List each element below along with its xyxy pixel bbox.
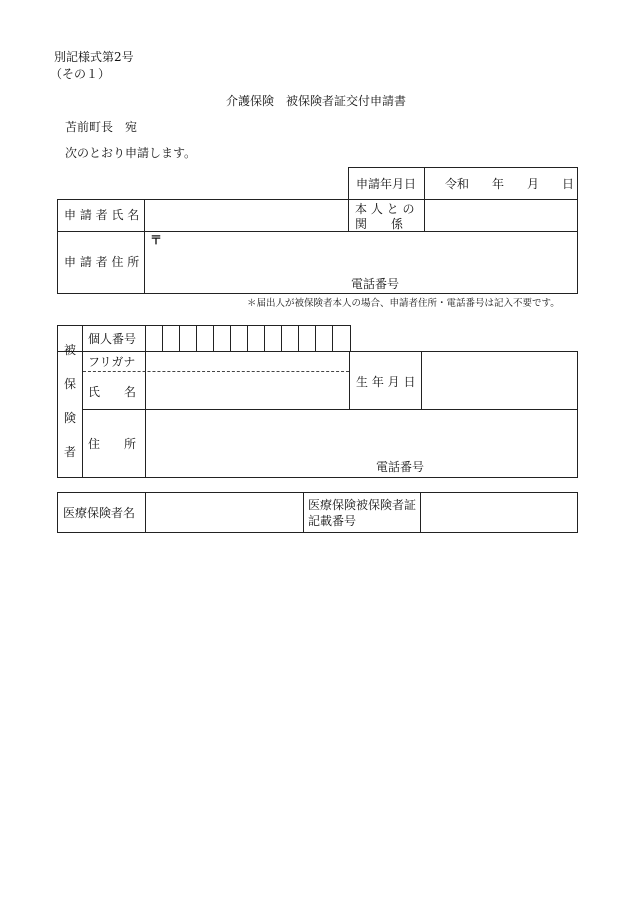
- document-title: 介護保険 被保険者証交付申請書: [226, 94, 407, 108]
- applicant-address-label: 申 請 者 住 所: [64, 255, 140, 269]
- insured-phone-label: 電話番号: [376, 460, 425, 474]
- relation-field[interactable]: [425, 200, 577, 231]
- cert-number-label-line2: 記載番号: [308, 514, 357, 528]
- relation-label-line2: 関 係: [355, 217, 404, 231]
- application-date-field[interactable]: [425, 168, 577, 199]
- insurer-name-field[interactable]: [146, 493, 303, 532]
- individual-number-label: 個人番号: [88, 332, 137, 346]
- intro-text: 次のとおり申請します。: [65, 146, 197, 160]
- birthdate-field[interactable]: [422, 352, 577, 409]
- insurer-name-label: 医療保険者名: [63, 506, 136, 520]
- insured-name-label: 氏 名: [88, 385, 137, 399]
- form-sub-number: （その１）: [50, 67, 111, 81]
- insured-vertical-char-4: 者: [64, 445, 77, 459]
- form-number: 別記様式第2号: [54, 50, 134, 64]
- insured-vertical-char-3: 険: [64, 411, 77, 425]
- furigana-field[interactable]: [146, 352, 349, 371]
- date-year: 年: [492, 177, 505, 191]
- cert-number-field[interactable]: [421, 493, 577, 532]
- birthdate-label: 生 年 月 日: [356, 375, 416, 389]
- individual-number-field[interactable]: [146, 326, 350, 351]
- addressee: 苫前町長 宛: [65, 120, 138, 134]
- date-era: 令和: [445, 177, 470, 191]
- insured-name-field[interactable]: [146, 372, 349, 409]
- applicant-name-field[interactable]: [145, 200, 348, 231]
- postal-mark: 〒: [150, 233, 163, 247]
- applicant-phone-label: 電話番号: [351, 277, 400, 291]
- applicant-note: ＊届出人が被保険者本人の場合、申請者住所・電話番号は記入不要です。: [247, 298, 560, 309]
- insured-vertical-char-2: 保: [64, 377, 77, 391]
- insured-vertical-char-1: 被: [64, 343, 77, 357]
- cert-number-label-line1: 医療保険被保険者証: [308, 498, 417, 512]
- furigana-label: フリガナ: [88, 355, 136, 369]
- applicant-name-label: 申 請 者 氏 名: [64, 208, 140, 222]
- insured-address-field[interactable]: [146, 410, 577, 477]
- insured-address-label: 住 所: [88, 437, 137, 451]
- relation-label-line1: 本 人 と の: [355, 202, 415, 216]
- applicant-address-field[interactable]: [145, 232, 577, 293]
- application-date-label: 申請年月日: [356, 177, 417, 191]
- date-month: 月: [527, 177, 540, 191]
- date-day: 日: [562, 177, 575, 191]
